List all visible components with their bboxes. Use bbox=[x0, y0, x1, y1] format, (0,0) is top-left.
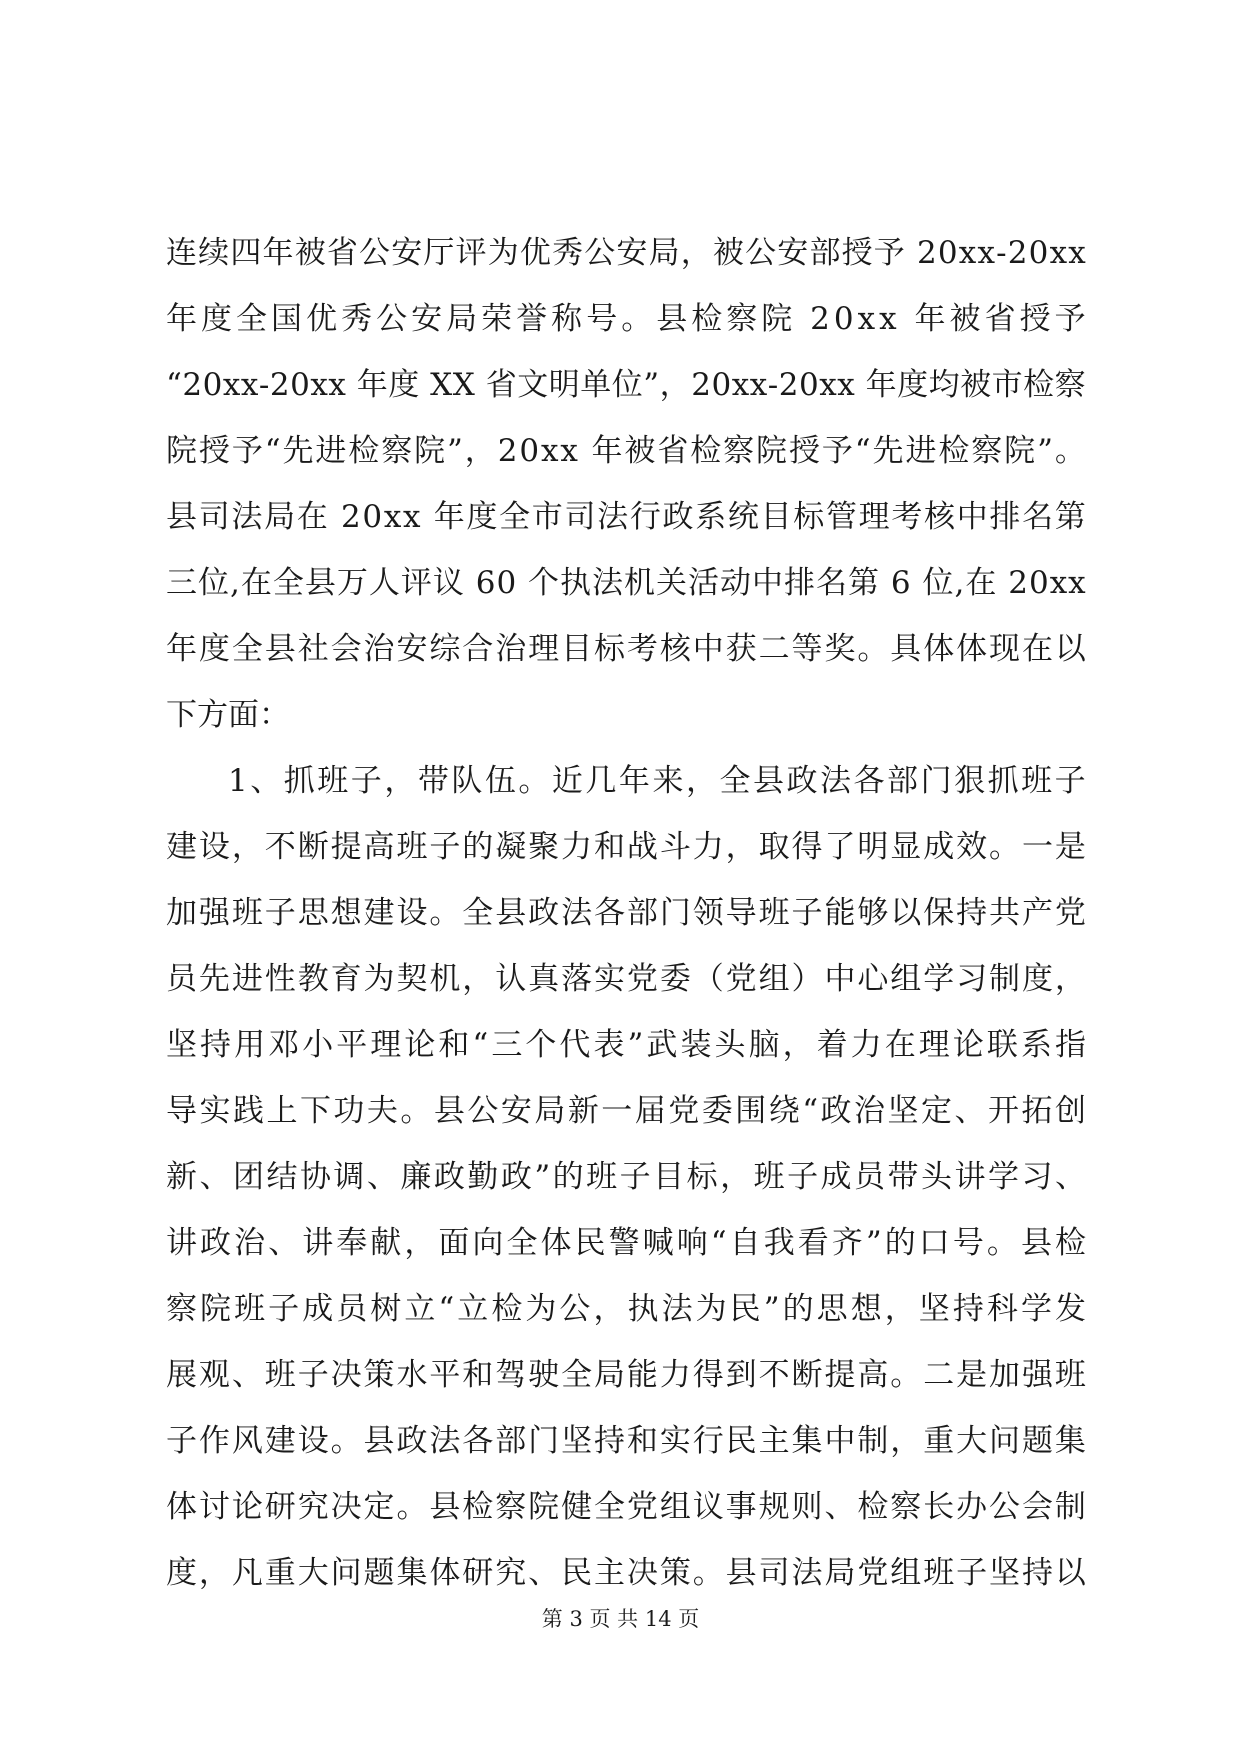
text-line: 坚 持 用 邓 小 平 理 论 和 “ 三 个 代 表 ” 武 装 头 脑 ， 着 力 在 理 论 联 系 指 bbox=[166, 1027, 1086, 1063]
text-line: 新 、 团 结 协 调 、 廉 政 勤 政 ” 的 班 子 目 标 ， 班 子 成 员 带 头 讲 学 习 、 bbox=[166, 1159, 1086, 1195]
text-line: 体 讨 论 研 究 决 定 。 县 检 察 院 健 全 党 组 议 事 规 则 、 检 察 长 办 公 会 制 bbox=[166, 1489, 1086, 1525]
text-line: 讲 政 治 、 讲 奉 献 ， 面 向 全 体 民 警 喊 响 “ 自 我 看 齐 ” 的 口 号 。 县 检 bbox=[166, 1225, 1086, 1261]
text-line: 年 度 全 国 优 秀 公 安 局 荣 誉 称 号 。 县 检 察 院 2 0 x x 年 被 省 授 予 bbox=[166, 301, 1086, 337]
text-line: 子 作 风 建 设 。 县 政 法 各 部 门 坚 持 和 实 行 民 主 集 中 制 ， 重 大 问 题 集 bbox=[166, 1423, 1086, 1459]
text-line: 下方面： bbox=[166, 697, 290, 733]
text-line: 连 续 四 年 被 省 公 安 厅 评 为 优 秀 公 安 局 ， 被 公 安 部 授 予 2 0 x x - 2 0 x x bbox=[166, 235, 1086, 271]
text-line: 员 先 进 性 教 育 为 契 机 ， 认 真 落 实 党 委 （ 党 组 ） 中 心 组 学 习 制 度 ， bbox=[166, 961, 1086, 997]
text-line: 察 院 班 子 成 员 树 立 “ 立 检 为 公 ， 执 法 为 民 ” 的 思 想 ， 坚 持 科 学 发 bbox=[166, 1291, 1086, 1327]
text-line: 县 司 法 局 在 2 0 x x 年 度 全 市 司 法 行 政 系 统 目 标 管 理 考 核 中 排 名 第 bbox=[166, 499, 1086, 535]
text-line: 度 ， 凡 重 大 问 题 集 体 研 究 、 民 主 决 策 。 县 司 法 局 党 组 班 子 坚 持 以 bbox=[166, 1555, 1086, 1591]
text-line: 展 观 、 班 子 决 策 水 平 和 驾 驶 全 局 能 力 得 到 不 断 提 高 。 二 是 加 强 班 bbox=[166, 1357, 1086, 1393]
text-line: 导 实 践 上 下 功 夫 。 县 公 安 局 新 一 届 党 委 围 绕 “ 政 治 坚 定 、 开 拓 创 bbox=[166, 1093, 1086, 1129]
page-number-footer: 第 3 页 共 14 页 bbox=[541, 1607, 700, 1631]
body-text bbox=[166, 220, 1086, 1606]
text-line: 院 授 予 “ 先 进 检 察 院 ” ， 2 0 x x 年 被 省 检 察 院 授 予 “ 先 进 检 察 院 ” 。 bbox=[166, 433, 1086, 469]
text-line: “ 2 0 x x - 2 0 x x 年 度 X X 省 文 明 单 位 ” ， 2 0 x x - 2 0 x x 年 度 均 被 市 检 察 bbox=[166, 367, 1086, 403]
text-line: 建 设 ， 不 断 提 高 班 子 的 凝 聚 力 和 战 斗 力 ， 取 得 了 明 显 成 效 。 一 是 bbox=[166, 829, 1086, 865]
text-line: 年 度 全 县 社 会 治 安 综 合 治 理 目 标 考 核 中 获 二 等 奖 。 具 体 体 现 在 以 bbox=[166, 631, 1086, 667]
text-line: 三 位 , 在 全 县 万 人 评 议 6 0 个 执 法 机 关 活 动 中 排 名 第 6 位 , 在 2 0 x x bbox=[166, 565, 1086, 601]
text-line: 加 强 班 子 思 想 建 设 。 全 县 政 法 各 部 门 领 导 班 子 能 够 以 保 持 共 产 党 bbox=[166, 895, 1086, 931]
paragraph-first-line: 1 、 抓 班 子 ， 带 队 伍 。 近 几 年 来 ， 全 县 政 法 各 部 门 狠 抓 班 子 bbox=[228, 763, 1086, 799]
